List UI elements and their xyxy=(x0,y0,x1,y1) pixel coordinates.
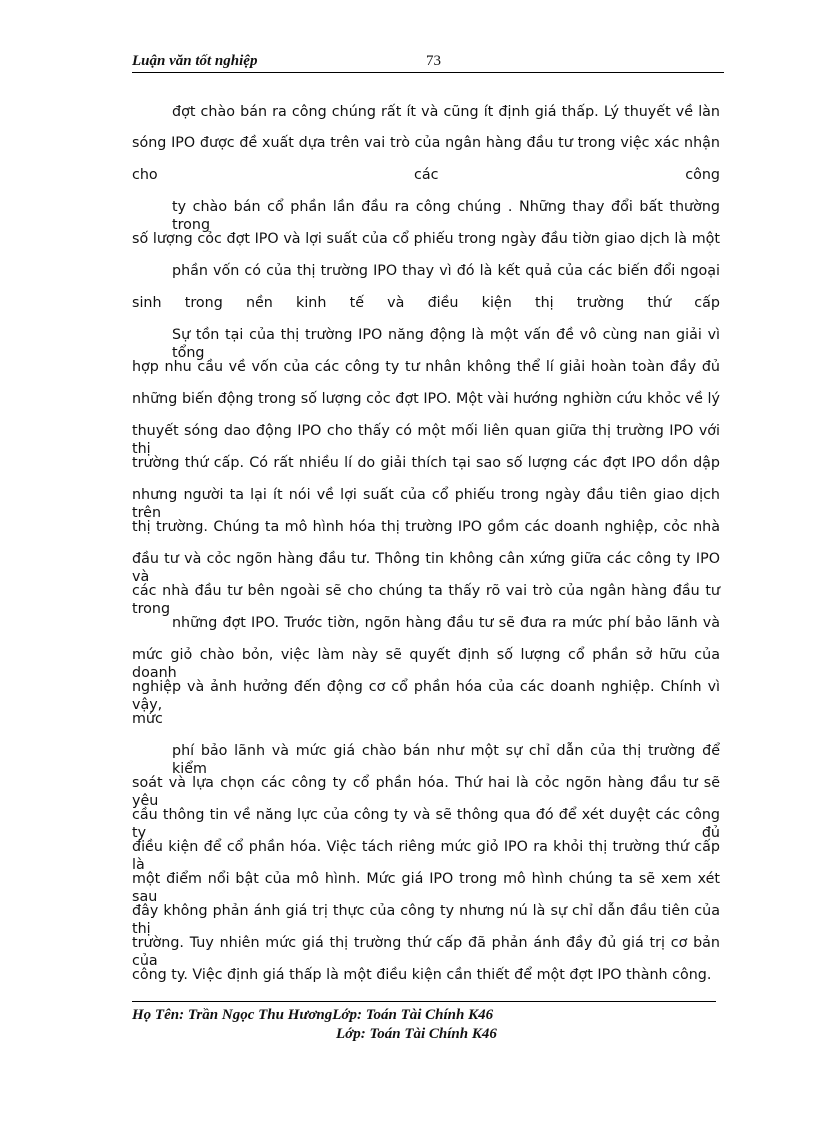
text-line: số lượng cỏc đợt IPO và lợi suất của cổ phiếu trong ngày đầu tiờn giao dịch là một xyxy=(132,231,720,247)
text-line: những đợt IPO. Trước tiờn, ngõn hàng đầu tư sẽ đưa ra mức phí bảo lãnh và xyxy=(172,615,720,631)
text-line: nhưng người ta lại ít nói về lợi suất của cổ phiếu trong ngày đầu tiên giao dịch trên xyxy=(132,487,720,521)
text-line: nghiệp và ảnh hưởng đến động cơ cổ phần hóa của các doanh nghiệp. Chính vì vậy, xyxy=(132,679,720,713)
text-word: cho xyxy=(132,167,158,183)
text-line: ty chào bán cổ phần lần đầu ra công chúng . Những thay đổi bất thường trong xyxy=(172,199,720,233)
text-line: cầu thông tin về năng lực của công ty và sẽ thông qua đó để xét duyệt các công ty đủ xyxy=(132,807,720,841)
text-line: sóng IPO được đề xuất dựa trên vai trò của ngân hàng đầu tư trong việc xác nhận xyxy=(132,135,720,151)
text-line: đây không phản ánh giá trị thực của công ty nhưng nú là sự chỉ dẫn đầu tiên của thị xyxy=(132,903,720,937)
text-line: đợt chào bán ra công chúng rất ít và cũng ít định giá thấp. Lý thuyết về làn xyxy=(172,104,720,120)
footer-rule xyxy=(132,1001,716,1002)
text-line: Sự tồn tại của thị trường IPO năng động là một vấn đề vô cùng nan giải vì tổng xyxy=(172,327,720,361)
text-line: các nhà đầu tư bên ngoài sẽ cho chúng ta thấy rõ vai trò của ngân hàng đầu tư trong xyxy=(132,583,720,617)
text-line: phần vốn có của thị trường IPO thay vì đó là kết quả của các biến đổi ngoại xyxy=(172,263,720,279)
text-word: công xyxy=(685,167,720,183)
text-line: một điểm nổi bật của mô hình. Mức giá IPO trong mô hình chúng ta sẽ xem xét sau xyxy=(132,871,720,905)
text-line: thuyết sóng dao động IPO cho thấy có một mối liên quan giữa thị trường IPO với thị xyxy=(132,423,720,457)
text-line: mức giỏ chào bỏn, việc làm này sẽ quyết định số lượng cổ phần sở hữu của doanh xyxy=(132,647,720,681)
text-line: thị trường. Chúng ta mô hình hóa thị trường IPO gồm các doanh nghiệp, cỏc nhà xyxy=(132,519,720,535)
text-line: sinh trong nền kinh tế và điều kiện thị trường thứ cấp xyxy=(132,295,720,311)
footer-author: Họ Tên: Trần Ngọc Thu HươngLớp: Toán Tài Chính K46 xyxy=(132,1007,494,1023)
text-line: hợp nhu cầu về vốn của các công ty tư nhân không thể lí giải hoàn toàn đầy đủ xyxy=(132,359,720,375)
header-title: Luận văn tốt nghiệp xyxy=(132,53,258,69)
footer-class: Lớp: Toán Tài Chính K46 xyxy=(336,1026,497,1042)
text-line: mức xyxy=(132,711,163,727)
text-line: điều kiện để cổ phần hóa. Việc tách riêng mức giỏ IPO ra khỏi thị trường thứ cấp là xyxy=(132,839,720,873)
text-line: công ty. Việc định giá thấp là một điều kiện cần thiết để một đợt IPO thành công. xyxy=(132,967,712,983)
header-rule xyxy=(132,72,724,73)
page-number: 73 xyxy=(426,53,441,69)
text-line: phí bảo lãnh và mức giá chào bán như một sự chỉ dẫn của thị trường để kiểm xyxy=(172,743,720,777)
text-line: trường thứ cấp. Có rất nhiều lí do giải thích tại sao số lượng các đợt IPO dồn dập xyxy=(132,455,720,471)
text-line: trường. Tuy nhiên mức giá thị trường thứ cấp đã phản ánh đầy đủ giá trị cơ bản của xyxy=(132,935,720,969)
text-line: những biến động trong số lượng cỏc đợt IPO. Một vài hướng nghiờn cứu khỏc về lý xyxy=(132,391,720,407)
text-line: đầu tư và cỏc ngõn hàng đầu tư. Thông tin không cân xứng giữa các công ty IPO và xyxy=(132,551,720,585)
text-word: các xyxy=(414,167,439,183)
text-line: soát và lựa chọn các công ty cổ phần hóa. Thứ hai là cỏc ngõn hàng đầu tư sẽ yêu xyxy=(132,775,720,809)
